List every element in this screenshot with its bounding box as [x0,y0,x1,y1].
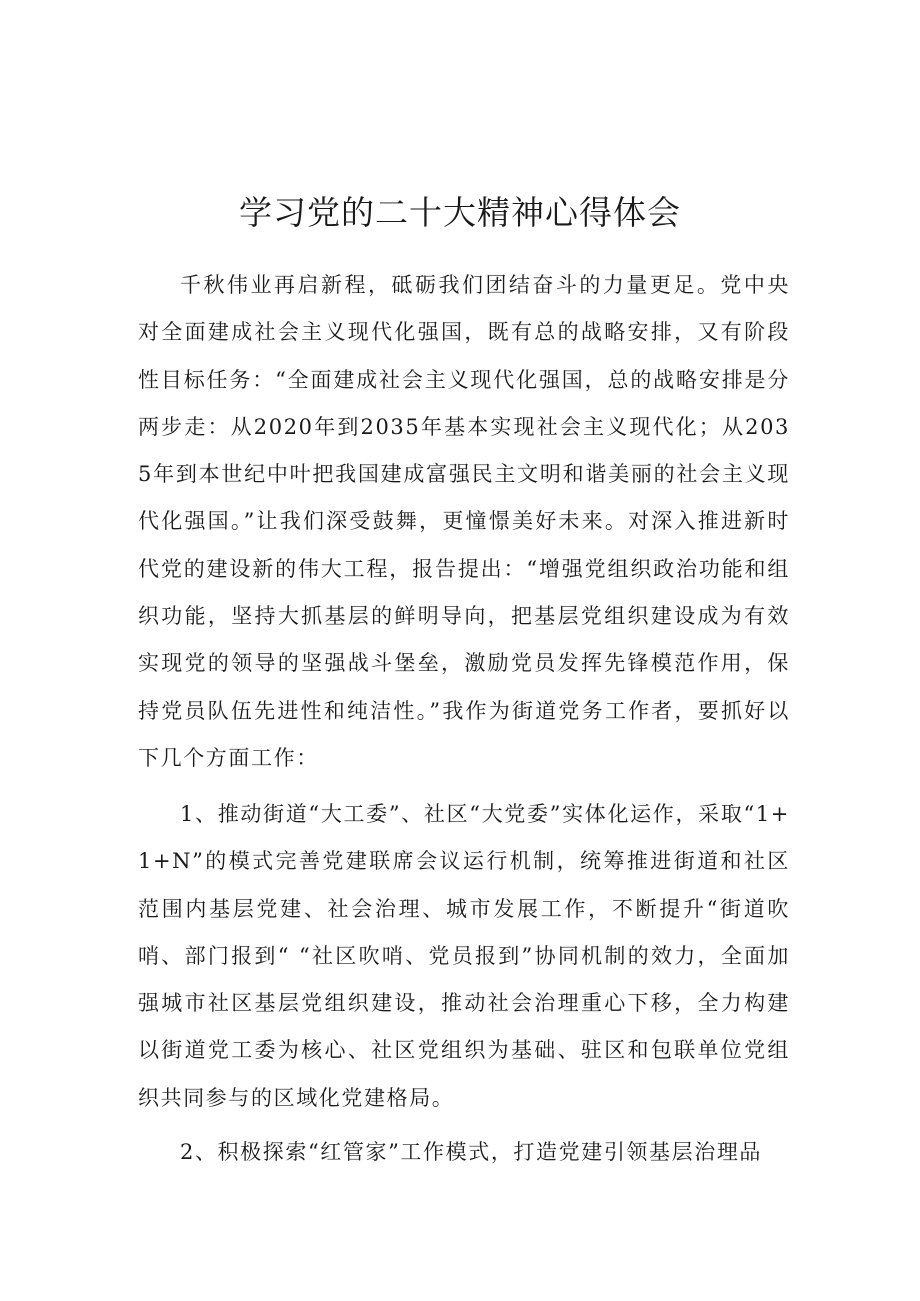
paragraph-item-1: 1、推动街道“大工委”、社区“大党委”实体化运作，采取“1+1+N”的模式完善党建联席会议运行机制，统筹推进街道和社区范围内基层党建、社会治理、城市发展工作，不断提升“街道吹哨、部门报到“ “社区吹哨、党员报到”协同机制的效力，全面加强城市社区基层党组织建设，推动社会治理重心下移，全力构建以街道党工委为核心、社区党组织为基础、驻区和包联单位党组织共同参与的区域化党建格局。 [138,802,790,1110]
paragraph-item-2: 2、积极探索“红管家”工作模式，打造党建引领基层治理品 [180,1140,763,1164]
paragraph-intro: 千秋伟业再启新程，砥砺我们团结奋斗的力量更足。党中央对全面建成社会主义现代化强国，既有总的战略安排，又有阶段性目标任务：“全面建成社会主义现代化强国，总的战略安排是分两步走：从2020年到2035年基本实现社会主义现代化；从2035年到本世纪中叶把我国建成富强民主文明和谐美丽的社会主义现代化强国。”让我们深受鼓舞，更憧憬美好未来。对深入推进新时代党的建设新的伟大工程，报告提出：“增强党组织政治功能和组织功能，坚持大抓基层的鲜明导向，把基层党组织建设成为有效实现党的领导的坚强战斗堡垒，激励党员发挥先锋模范作用，保持党员队伍先进性和纯洁性。”我作为街道党务工作者，要抓好以下几个方面工作： [138,273,790,770]
document-title: 学习党的二十大精神心得体会 [239,193,681,233]
